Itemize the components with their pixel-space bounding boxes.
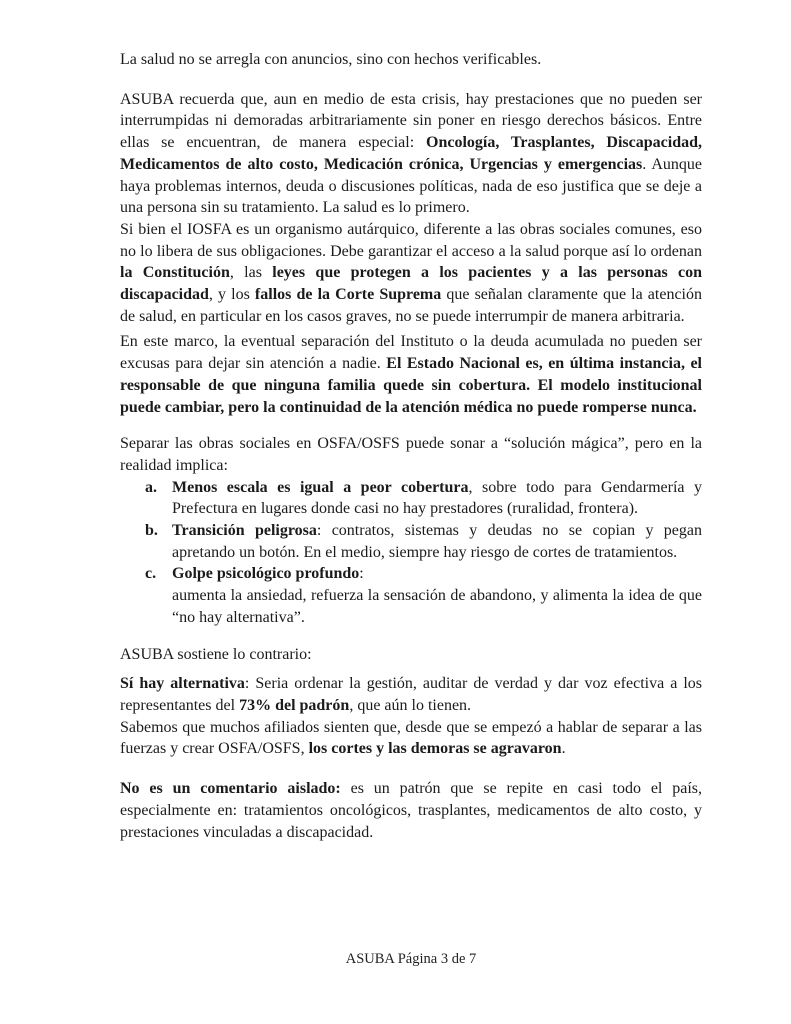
- text-run: es un patrón que se repite en casi todo el país, especialmente en: tratamientos oncológicos, trasplantes, medicamentos de alto costo, y prestaciones vinculadas a discapacidad.: [120, 780, 703, 841]
- text-run-bold: Sí hay alternativa: [120, 675, 245, 693]
- text-run: aumenta la ansiedad, refuerza la sensación de abandono, y alimenta la idea de que “no hay alternativa”.: [172, 587, 702, 626]
- text-run: Si bien el IOSFA es un organismo autárquico, diferente a las obras sociales comunes, eso no lo libera de sus obligaciones. Debe garantizar el acceso a la salud porque así lo ordenan: [120, 220, 702, 260]
- list-marker: b.: [145, 522, 158, 540]
- text-run: , que aún lo tienen.: [349, 696, 472, 714]
- text-run-bold: fallos de la Corte Suprema: [254, 286, 442, 304]
- text-run: , las: [229, 264, 273, 282]
- text-run: , sobre todo para Gendarmería y Prefectura en lugares donde casi no hay prestadores (ruralidad, frontera).: [172, 478, 702, 518]
- text-run: La salud no se arregla con anuncios, sino con hechos verificables.: [120, 51, 542, 68]
- list-item-c: [120, 563, 702, 628]
- text-run-bold: la Constitución: [120, 264, 230, 282]
- text-run: En este marco, la eventual separación del Instituto o la deuda acumulada no pueden ser excusas para dejar sin atención a nadie.: [120, 333, 702, 373]
- text-run: , y los: [208, 286, 255, 304]
- paragraph-salud: [120, 49, 702, 71]
- paragraph-iosfa: [120, 219, 702, 328]
- text-run: Sabemos que muchos afiliados sienten que, desde que se empezó a hablar de separar a las fuerzas y crear OSFA/OSFS,: [120, 718, 702, 758]
- text-run: ASUBA recuerda que, aun en medio de esta crisis, hay prestaciones que no pueden ser interrumpidas ni demoradas arbitrariamente sin poner en riesgo derechos básicos. Entre ellas se encuentran, de manera especial:: [120, 90, 702, 152]
- text-run: que señalan claramente que la atención de salud, en particular en los casos graves, no se puede interrumpir de manera arbitraria.: [120, 286, 703, 325]
- text-run-bold: Transición peligrosa: [172, 522, 317, 540]
- list-item-a: [120, 477, 702, 520]
- text-run: : contratos, sistemas y deudas no se copian y pegan apretando un botón. En el medio, siempre hay riesgo de cortes de tratamientos.: [172, 522, 703, 561]
- paragraph-aislado: [120, 778, 702, 843]
- paragraph-contrario: [120, 644, 702, 666]
- text-run: . Aunque haya problemas internos, deuda o discusiones políticas, nada de eso justifica que se deje a una persona sin su tratamiento. La salud es lo primero.: [120, 155, 702, 217]
- text-run-bold: 73% del padrón: [239, 696, 350, 714]
- paragraph-separar: [120, 433, 702, 476]
- text-run: .: [561, 740, 566, 758]
- paragraph-asuba-recuerda: [120, 89, 702, 219]
- list-marker: c.: [145, 565, 157, 583]
- text-run-bold: Oncología, Trasplantes, Discapacidad, Medicamentos de alto costo, Medicación crónica, Urgencias y emergencias: [120, 134, 702, 173]
- text-column: [120, 49, 702, 843]
- text-run: ASUBA sostiene lo contrario:: [120, 645, 312, 663]
- page-footer: ASUBA Página 3 de 7: [345, 951, 477, 967]
- paragraph-estado-nacional: [120, 331, 702, 418]
- text-run-bold: El Estado Nacional es, en última instancia, el responsable de que ninguna familia quede sin cobertura. El modelo institucional puede cambiar, pero la continuidad de la atención médica no puede romperse nunca.: [120, 355, 702, 416]
- text-run: :: [359, 565, 364, 583]
- list-marker: a.: [145, 478, 157, 496]
- text-run: Separar las obras sociales en OSFA/OSFS puede sonar a “solución mágica”, pero en la realidad implica:: [120, 435, 702, 474]
- text-run-bold: los cortes y las demoras se agravaron: [308, 740, 562, 758]
- text-run-bold: leyes que protegen a los pacientes y a las personas con discapacidad: [120, 264, 703, 304]
- text-run-bold: Golpe psicológico profundo: [172, 565, 360, 583]
- list-item-b: [120, 520, 702, 563]
- consequences-list: [120, 477, 702, 629]
- paragraph-alternativa: [120, 673, 702, 716]
- text-run-bold: No es un comentario aislado:: [120, 780, 341, 798]
- paragraph-sabemos: [120, 717, 702, 760]
- text-run: : Seria ordenar la gestión, auditar de verdad y dar voz efectiva a los representantes del: [120, 675, 703, 714]
- text-run-bold: Menos escala es igual a peor cobertura: [172, 478, 469, 496]
